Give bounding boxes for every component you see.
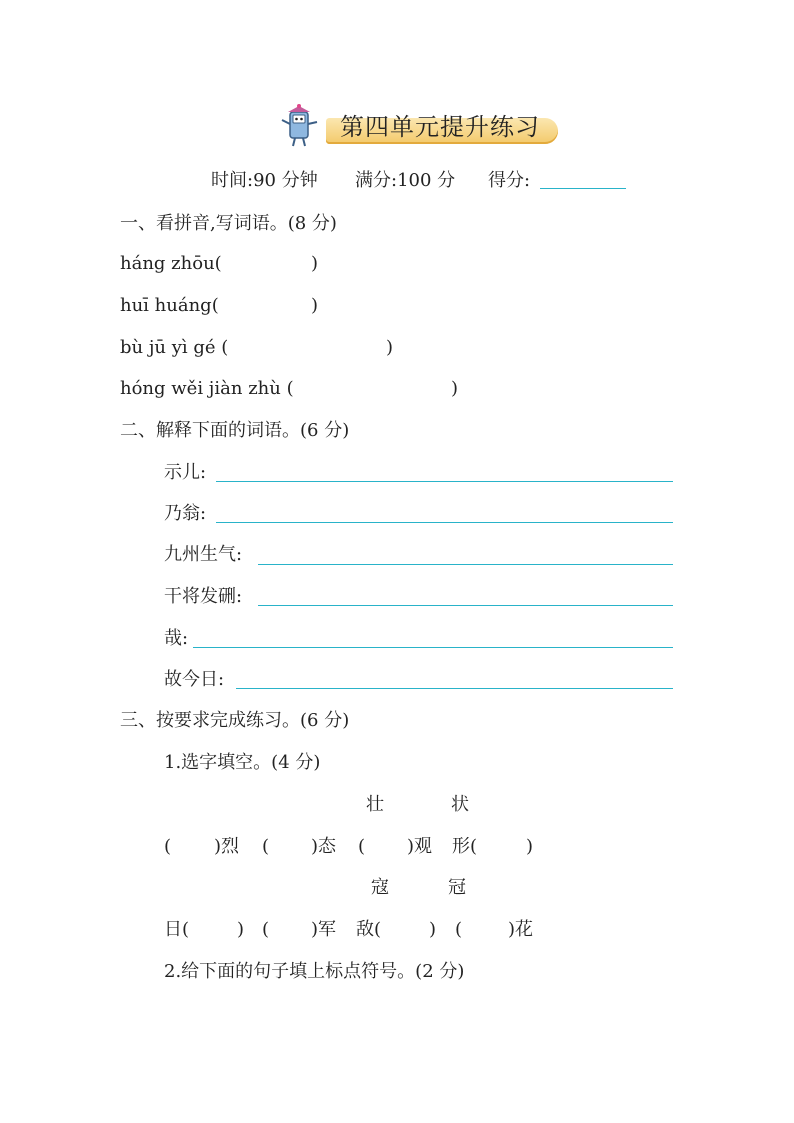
q2-heading: 2.给下面的句子填上标点符号。(2 分) [164,961,465,982]
fill-row1-part2: )烈 [214,836,240,857]
pinyin-item-1: háng zhōu( [120,253,222,274]
full-score-info: 满分:100 分 [355,170,456,191]
fill-row2-part1: 日( [164,919,190,940]
fill-row2-part5: 敌( [356,919,382,940]
define-answer-line-2[interactable] [216,522,673,523]
fill-row1-part1: ( [164,836,172,857]
section1-heading: 一、看拼音,写词语。(8 分) [120,213,337,234]
q1-heading: 1.选字填空。(4 分) [164,752,321,773]
pinyin-item-3: bù jū yì gé ( [120,337,229,358]
fill-row2-part7: ( [455,919,463,940]
fill-row1-part4: )态 [311,836,337,857]
define-label-6: 故今日: [164,669,225,690]
pinyin-item-2-close: ) [311,295,319,316]
page-title: 第四单元提升练习 [340,113,540,141]
pinyin-item-4: hóng wěi jiàn zhù ( [120,378,294,399]
fill-row2-part4: )军 [311,919,337,940]
fill-row1-part5: ( [358,836,366,857]
pinyin-item-4-close: ) [451,378,459,399]
section3-heading: 三、按要求完成练习。(6 分) [120,710,350,731]
time-info: 时间:90 分钟 [211,170,318,191]
score-label: 得分: [488,170,531,191]
define-answer-line-4[interactable] [258,605,673,606]
section2-heading: 二、解释下面的词语。(6 分) [120,420,350,441]
define-label-5: 哉: [164,628,189,649]
score-answer-line[interactable] [540,188,626,189]
fill-row2-part8: )花 [508,919,534,940]
choice-char-4: 冠 [448,877,466,898]
choice-char-2: 状 [451,794,469,815]
fill-row2-part2: ) [237,919,245,940]
fill-row2-part3: ( [262,919,270,940]
pinyin-item-2: huī huáng( [120,295,219,316]
define-label-4: 干将发硎: [164,586,243,607]
fill-row1-part7: 形( [452,836,478,857]
define-label-2: 乃翁: [164,503,207,524]
fill-row1-part6: )观 [407,836,433,857]
define-answer-line-3[interactable] [258,564,673,565]
define-answer-line-6[interactable] [236,688,673,689]
pinyin-item-1-close: ) [311,253,319,274]
define-label-1: 示儿: [164,462,207,483]
fill-row1-part3: ( [262,836,270,857]
choice-char-3: 寇 [371,877,389,898]
define-label-3: 九州生气: [164,544,243,565]
fill-row2-part6: ) [429,919,437,940]
title-banner [326,112,562,144]
define-answer-line-5[interactable] [193,647,673,648]
define-answer-line-1[interactable] [216,481,673,482]
choice-char-1: 壮 [366,794,384,815]
book-mascot-icon [276,102,324,150]
fill-row1-part8: ) [526,836,534,857]
pinyin-item-3-close: ) [386,337,394,358]
